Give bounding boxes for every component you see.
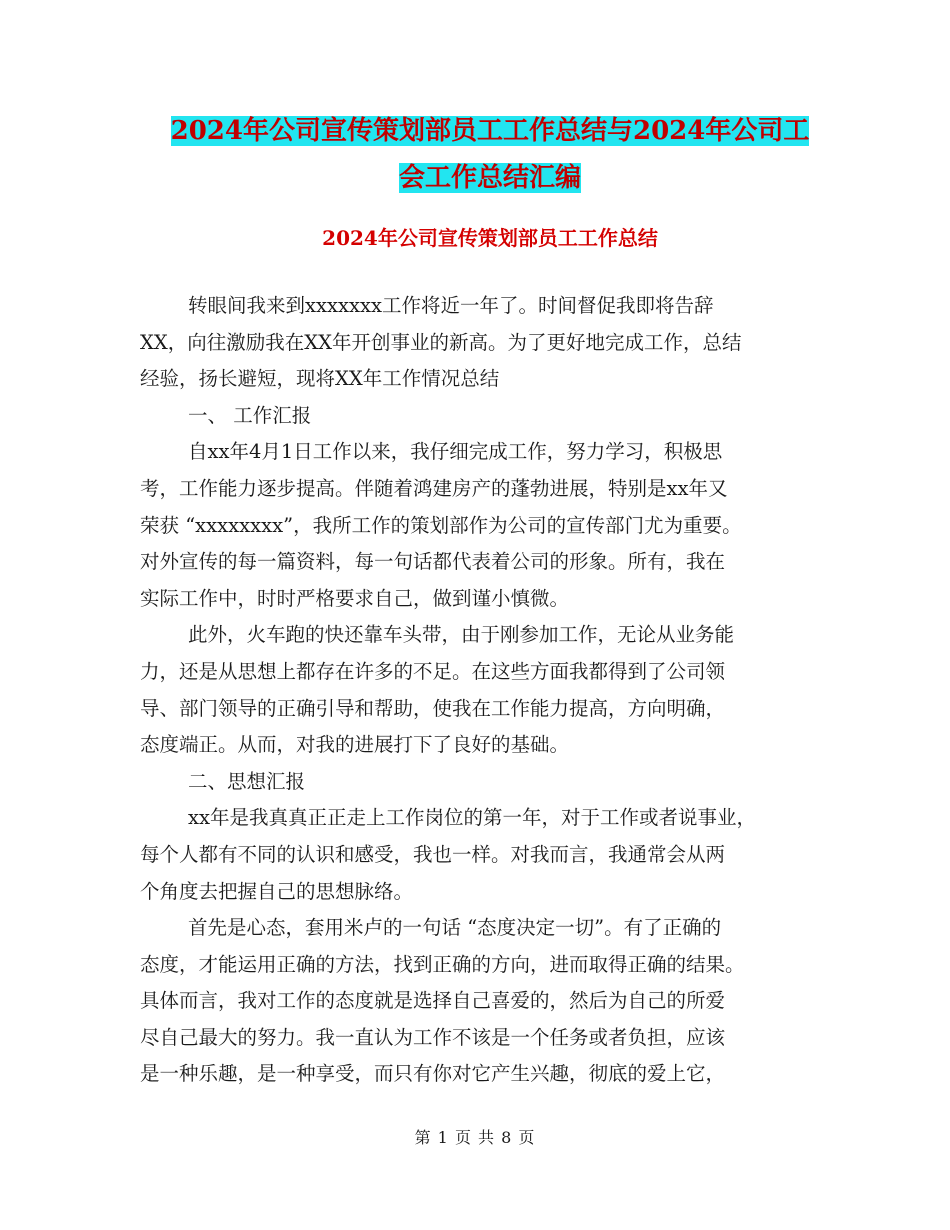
text-line: 具体而言，我对工作的态度就是选择自己喜爱的，然后为自己的所爱 [140, 989, 726, 1013]
title-highlight: 会工作总结汇编 [398, 163, 581, 193]
text-line: 经验，扬长避短，现将XX年工作情况总结 [140, 367, 500, 391]
section-title: 2024年公司宣传策划部员工工作总结 [322, 226, 658, 250]
text-line: 二、思想汇报 [188, 769, 306, 793]
document-body [140, 288, 830, 1093]
text-line: 荣获 “xxxxxxxx”，我所工作的策划部作为公司的宣传部门尤为重要。 [140, 513, 742, 537]
title-highlight: 2024年公司宣传策划部员工工作总结与2024年公司工 [170, 116, 810, 146]
text-line: 转眼间我来到xxxxxxx工作将近一年了。时间督促我即将告辞 [188, 294, 714, 317]
text-line: 考，工作能力逐步提高。伴随着鸿建房产的蓬勃进展，特别是xx年又 [140, 476, 728, 500]
text-line: XX，向往激励我在XX年开创事业的新高。为了更好地完成工作，总结 [140, 330, 742, 354]
text-line: 态度，才能运用正确的方法，找到正确的方向，进而取得正确的结果。 [140, 952, 745, 976]
text-line: 自xx年4月1日工作以来，我仔细完成工作，努力学习，积极思 [188, 440, 723, 464]
text-line: 此外，火车跑的快还靠车头带，由于刚参加工作，无论从业务能 [188, 623, 735, 647]
page-footer: 第 1 页 共 8 页 [414, 1128, 536, 1147]
document-title-line [140, 155, 840, 202]
document-title-line [140, 108, 840, 155]
text-line: 对外宣传的每一篇资料，每一句话都代表着公司的形象。所有，我在 [140, 550, 726, 574]
text-line: 每个人都有不同的认识和感受，我也一样。对我而言，我通常会从两 [140, 842, 726, 866]
text-line: 一、 工作汇报 [188, 403, 312, 427]
text-line: xx年是我真真正正走上工作岗位的第一年，对于工作或者说事业， [188, 806, 756, 830]
text-line: 个角度去把握自己的思想脉络。 [140, 879, 414, 903]
text-line: 是一种乐趣，是一种享受，而只有你对它产生兴趣，彻底的爱上它， [140, 1062, 726, 1086]
text-line: 导、部门领导的正确引导和帮助，使我在工作能力提高，方向明确， [140, 696, 726, 720]
text-line: 力，还是从思想上都存在许多的不足。在这些方面我都得到了公司领 [140, 659, 726, 683]
text-line: 首先是心态，套用米卢的一句话 “态度决定一切”。有了正确的 [188, 916, 722, 940]
text-line: 态度端正。从而，对我的进展打下了良好的基础。 [140, 733, 570, 757]
text-line: 实际工作中，时时严格要求自己，做到谨小慎微。 [140, 586, 570, 610]
text-line: 尽自己最大的努力。我一直认为工作不该是一个任务或者负担，应该 [140, 1025, 726, 1049]
document-title [140, 108, 840, 202]
